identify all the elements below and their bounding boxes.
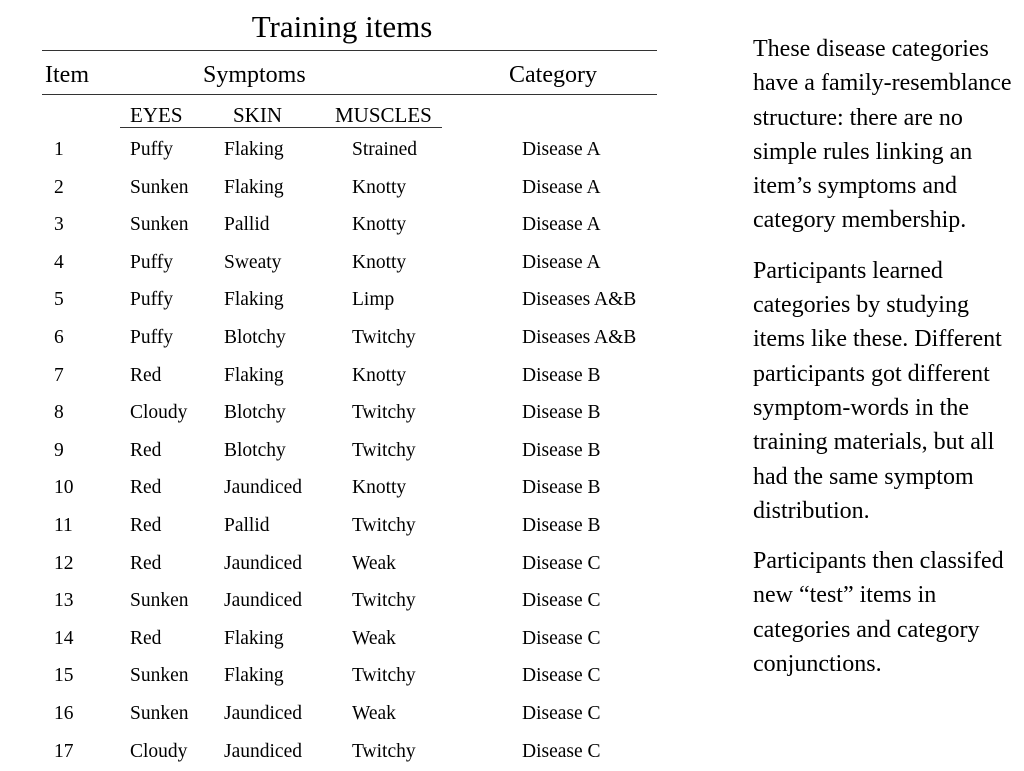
category-cell: Disease A [522,176,601,200]
eyes-cell: Puffy [130,138,173,162]
item-number: 5 [54,288,64,312]
skin-cell: Blotchy [224,401,286,425]
item-number: 9 [54,439,64,463]
header-bottom-rule [42,94,657,95]
category-cell: Disease B [522,476,601,500]
symptoms-underline [120,127,442,128]
muscles-cell: Twitchy [352,326,416,350]
muscles-cell: Weak [352,552,396,576]
skin-cell: Pallid [224,514,270,538]
eyes-cell: Puffy [130,288,173,312]
category-cell: Disease C [522,702,601,726]
item-number: 12 [54,552,74,576]
skin-cell: Flaking [224,176,284,200]
category-cell: Disease B [522,439,601,463]
skin-cell: Jaundiced [224,702,302,726]
eyes-cell: Sunken [130,213,189,237]
category-cell: Disease C [522,552,601,576]
skin-cell: Blotchy [224,326,286,350]
muscles-cell: Twitchy [352,401,416,425]
explanation-paragraph: These disease categories have a family-resemblance structure: there are no simple rules linking an item’s symptoms and category membership. [753,32,1021,238]
item-number: 10 [54,476,74,500]
explanation-text [753,32,1021,697]
skin-cell: Flaking [224,627,284,651]
skin-cell: Flaking [224,664,284,688]
item-number: 4 [54,251,64,275]
table-row [0,508,700,546]
category-cell: Disease B [522,514,601,538]
table-row [0,170,700,208]
muscles-cell: Twitchy [352,740,416,764]
item-number: 1 [54,138,64,162]
eyes-cell: Red [130,476,161,500]
category-cell: Diseases A&B [522,288,636,312]
item-number: 8 [54,401,64,425]
skin-cell: Jaundiced [224,589,302,613]
eyes-cell: Red [130,552,161,576]
eyes-cell: Red [130,364,161,388]
category-cell: Disease C [522,740,601,764]
table-row [0,621,700,659]
muscles-cell: Knotty [352,476,406,500]
item-number: 14 [54,627,74,651]
explanation-paragraph: Participants learned categories by studying items like these. Different participants got different symptom-words in the training materials, but all had the same symptom distribution. [753,254,1021,528]
header-item: Item [45,60,89,90]
table-row [0,132,700,170]
eyes-cell: Puffy [130,251,173,275]
muscles-cell: Twitchy [352,514,416,538]
table-row [0,696,700,734]
eyes-cell: Red [130,627,161,651]
muscles-cell: Strained [352,138,417,162]
category-cell: Disease C [522,589,601,613]
table-row [0,658,700,696]
item-number: 13 [54,589,74,613]
category-cell: Disease A [522,138,601,162]
item-number: 3 [54,213,64,237]
item-number: 15 [54,664,74,688]
muscles-cell: Twitchy [352,664,416,688]
muscles-cell: Weak [352,627,396,651]
table-row [0,245,700,283]
header-category: Category [509,60,597,90]
table-row [0,282,700,320]
skin-cell: Jaundiced [224,740,302,764]
table-row [0,546,700,584]
category-cell: Disease C [522,664,601,688]
table-row [0,734,700,771]
muscles-cell: Twitchy [352,439,416,463]
muscles-cell: Knotty [352,251,406,275]
eyes-cell: Puffy [130,326,173,350]
muscles-cell: Knotty [352,364,406,388]
muscles-cell: Limp [352,288,394,312]
eyes-cell: Red [130,514,161,538]
eyes-cell: Sunken [130,664,189,688]
eyes-cell: Sunken [130,702,189,726]
skin-cell: Blotchy [224,439,286,463]
explanation-paragraph: Participants then classifed new “test” items in categories and category conjunctions. [753,544,1021,681]
header-symptoms: Symptoms [203,60,306,90]
table-top-rule [42,50,657,51]
subheader-eyes: EYES [130,102,183,128]
skin-cell: Sweaty [224,251,281,275]
eyes-cell: Red [130,439,161,463]
category-cell: Diseases A&B [522,326,636,350]
skin-cell: Pallid [224,213,270,237]
table-row [0,358,700,396]
skin-cell: Jaundiced [224,552,302,576]
eyes-cell: Sunken [130,176,189,200]
subheader-muscles: MUSCLES [335,102,432,128]
table-row [0,207,700,245]
item-number: 7 [54,364,64,388]
category-cell: Disease B [522,364,601,388]
table-row [0,395,700,433]
table-row [0,470,700,508]
item-number: 6 [54,326,64,350]
item-number: 11 [54,514,73,538]
skin-cell: Flaking [224,364,284,388]
category-cell: Disease C [522,627,601,651]
category-cell: Disease B [522,401,601,425]
item-number: 17 [54,740,74,764]
muscles-cell: Weak [352,702,396,726]
muscles-cell: Twitchy [352,589,416,613]
table-row [0,583,700,621]
item-number: 2 [54,176,64,200]
eyes-cell: Cloudy [130,401,187,425]
skin-cell: Flaking [224,138,284,162]
muscles-cell: Knotty [352,213,406,237]
subheader-skin: SKIN [233,102,282,128]
page-title: Training items [42,8,642,46]
item-number: 16 [54,702,74,726]
category-cell: Disease A [522,251,601,275]
training-items-table [0,132,700,771]
table-row [0,320,700,358]
eyes-cell: Cloudy [130,740,187,764]
skin-cell: Jaundiced [224,476,302,500]
table-row [0,433,700,471]
eyes-cell: Sunken [130,589,189,613]
category-cell: Disease A [522,213,601,237]
skin-cell: Flaking [224,288,284,312]
muscles-cell: Knotty [352,176,406,200]
